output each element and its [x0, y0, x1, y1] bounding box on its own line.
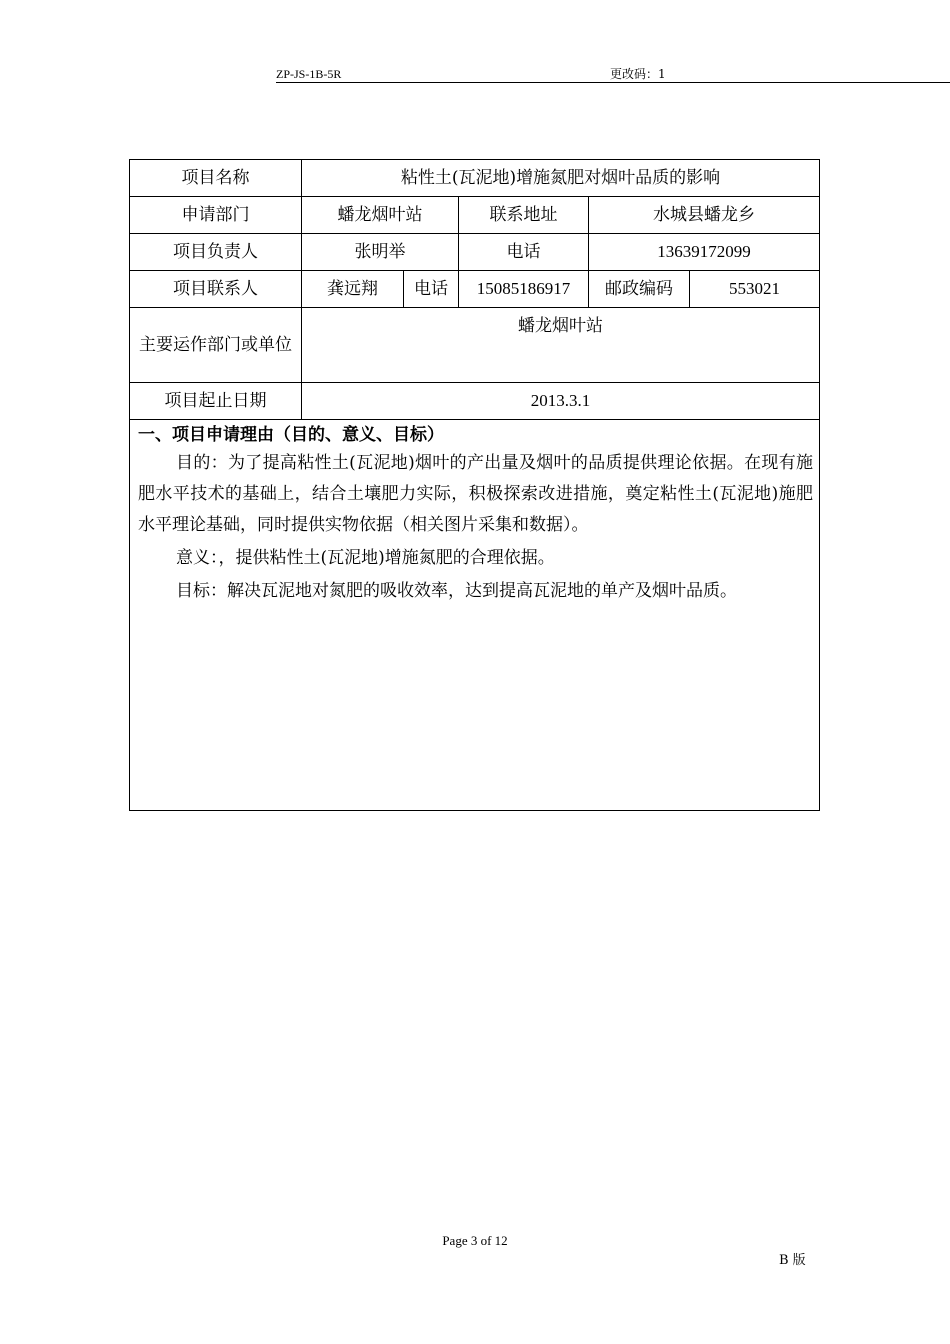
- address-label: 联系地址: [459, 197, 589, 234]
- leader-value: 张明举: [302, 234, 459, 271]
- reason-cell: [130, 420, 820, 811]
- reason-meaning: 意义：，提供粘性土(瓦泥地)增施氮肥的合理依据。: [176, 548, 555, 568]
- page-number: Page 3 of 12: [442, 1233, 508, 1248]
- date-label: 项目起止日期: [130, 383, 302, 420]
- leader-phone-label: 电话: [459, 234, 589, 271]
- row-date: [130, 383, 820, 420]
- project-name-label: 项目名称: [130, 160, 302, 197]
- contact-value: 龚远翔: [302, 271, 404, 308]
- project-form-table: [129, 159, 820, 811]
- leader-phone-value: 13639172099: [589, 234, 820, 271]
- row-project-name: [130, 160, 820, 197]
- address-value: 水城县蟠龙乡: [589, 197, 820, 234]
- postcode-label: 邮政编码: [589, 271, 690, 308]
- row-contact: [130, 271, 820, 308]
- contact-phone-label: 电话: [404, 271, 459, 308]
- unit-label: 主要运作部门或单位: [130, 308, 302, 383]
- revision-code: 更改码：1: [610, 67, 666, 81]
- dept-label: 申请部门: [130, 197, 302, 234]
- doc-code: ZP-JS-1B-5R: [276, 67, 342, 81]
- row-leader: [130, 234, 820, 271]
- reason-goal: 目标：解决瓦泥地对氮肥的吸收效率，达到提高瓦泥地的单产及烟叶品质。: [176, 581, 737, 601]
- reason-purpose: 目的：为了提高粘性土(瓦泥地)烟叶的产出量及烟叶的品质提供理论依据。在现有施肥水平技术的基础上，结合土壤肥力实际，积极探索改进措施，奠定粘性土(瓦泥地)施肥水平理论基础，同时提供实物依据（相关图片采集和数据）。: [138, 453, 814, 535]
- version-label: B 版: [779, 1253, 806, 1268]
- leader-label: 项目负责人: [130, 234, 302, 271]
- unit-value: 蟠龙烟叶站: [302, 308, 820, 383]
- reason-title: 一、项目申请理由（目的、意义、目标）: [138, 425, 444, 445]
- contact-label: 项目联系人: [130, 271, 302, 308]
- page-header: [276, 66, 950, 83]
- row-unit: [130, 308, 820, 383]
- row-reason: [130, 420, 820, 811]
- date-value: 2013.3.1: [302, 383, 820, 420]
- postcode-value: 553021: [690, 271, 820, 308]
- row-dept: [130, 197, 820, 234]
- dept-value: 蟠龙烟叶站: [302, 197, 459, 234]
- contact-phone-value: 15085186917: [459, 271, 589, 308]
- project-name-value: 粘性土(瓦泥地)增施氮肥对烟叶品质的影响: [302, 160, 820, 197]
